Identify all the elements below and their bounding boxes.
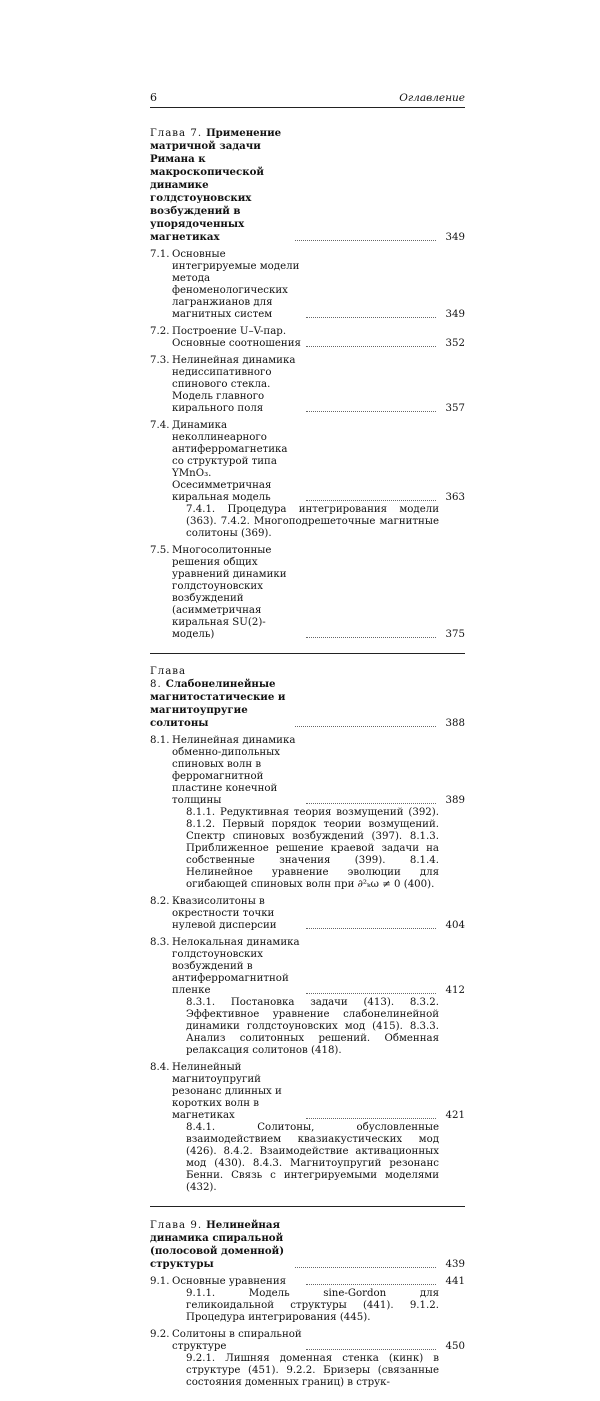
entry-page: 404 xyxy=(445,920,465,931)
entry-page: 363 xyxy=(445,492,465,503)
subsection-list: 8.1.1. Редуктивная теория возмущений (392). 8.1.2. Первый порядок теории возмущений. Спектр спиновых возбуждений (397). 8.1.3. Приближенное решение краевой задачи на собственные значения (399). 8.1.4. Нелинейное уравнение эволюции для огибающей спиновых волн при ∂²ₖω ≠ 0 (400). xyxy=(186,807,439,890)
subsection-list: 9.1.1. Модель sine-Gordon для геликоидальной структуры (441). 9.1.2. Процедура интегрирования (445). xyxy=(186,1288,439,1323)
entry-number: 7.1. xyxy=(150,249,170,260)
entry-number: 7.4. xyxy=(150,420,170,431)
leader-dots xyxy=(306,411,437,412)
entry-page: 349 xyxy=(445,309,465,320)
leader-dots xyxy=(306,803,437,804)
entry-number: 8.4. xyxy=(150,1062,170,1073)
chapter-8 xyxy=(150,666,465,1194)
toc-entry[interactable] xyxy=(150,545,465,641)
chapter-heading[interactable] xyxy=(150,666,465,730)
subsection-list: 8.3.1. Постановка задачи (413). 8.3.2. Эффективное уравнение слабонелинейной динамики голдстоуновских мод (415). 8.3.3. Анализ солитонных решений. Обменная релаксация солитонов (418). xyxy=(186,997,439,1056)
chapter-title: Применение матричной задачи Римана к макроскопической динамике голдстоуновских возбуждений в упорядоченных магнетиках xyxy=(150,127,282,243)
leader-dots xyxy=(306,637,437,638)
leader-dots xyxy=(306,317,437,318)
toc-entry[interactable] xyxy=(150,326,465,350)
toc-entry[interactable] xyxy=(150,937,465,1057)
leader-dots xyxy=(306,500,437,501)
toc-entry[interactable] xyxy=(150,896,465,932)
chapter-prefix: Глава 7. xyxy=(150,128,203,139)
entry-page: 450 xyxy=(445,1341,465,1352)
chapter-prefix: Глава 8. xyxy=(150,666,187,690)
entry-number: 7.5. xyxy=(150,545,170,556)
entry-text: Солитоны в спиральной структуре xyxy=(172,1329,302,1352)
toc-entry[interactable] xyxy=(150,355,465,415)
leader-dots xyxy=(306,1118,437,1119)
entry-text: Нелинейная динамика недиссипативного спинового стекла. Модель главного кирального поля xyxy=(172,355,296,414)
entry-text: Динамика неколлинеарного антиферромагнетика со структурой типа YMnO₃. Осесимметричная киральная модель xyxy=(172,420,288,503)
leader-dots xyxy=(306,1349,437,1350)
chapter-divider xyxy=(150,1206,465,1207)
chapter-prefix: Глава 9. xyxy=(150,1220,203,1231)
toc-entry[interactable] xyxy=(150,735,465,891)
entry-text: Основные уравнения xyxy=(172,1276,287,1287)
chapter-page: 349 xyxy=(445,232,465,243)
leader-dots xyxy=(306,346,437,347)
toc-entry[interactable] xyxy=(150,249,465,321)
entry-page: 412 xyxy=(445,985,465,996)
chapter-title: Нелинейная динамика спиральной (полосовой доменной) структуры xyxy=(150,1219,285,1270)
leader-dots xyxy=(295,726,437,727)
subsection-list: 9.2.1. Лишняя доменная стенка (кинк) в структуре (451). 9.2.2. Бризеры (связанные состояния доменных границ) в струк- xyxy=(186,1353,439,1388)
chapter-9 xyxy=(150,1219,465,1389)
entry-page: 441 xyxy=(445,1276,465,1287)
entry-number: 8.3. xyxy=(150,937,170,948)
entry-number: 9.1. xyxy=(150,1276,170,1287)
leader-dots xyxy=(306,928,437,929)
entry-number: 9.2. xyxy=(150,1329,170,1340)
chapter-page: 439 xyxy=(445,1259,465,1270)
chapter-heading[interactable] xyxy=(150,127,465,244)
entry-page: 389 xyxy=(445,795,465,806)
subsection-list: 7.4.1. Процедура интегрирования модели (363). 7.4.2. Многоподрешеточные магнитные солитоны (369). xyxy=(186,504,439,539)
entry-number: 8.2. xyxy=(150,896,170,907)
entry-text: Квазисолитоны в окрестности точки нулевой дисперсии xyxy=(172,896,277,931)
leader-dots xyxy=(295,240,437,241)
chapter-title: Слабонелинейные магнитостатические и магнитоупругие солитоны xyxy=(150,678,286,729)
running-head: Оглавление xyxy=(399,92,465,104)
entry-text: Построение U–V-пар. Основные соотношения xyxy=(172,326,301,349)
subsection-list: 8.4.1. Солитоны, обусловленные взаимодействием квазиакустических мод (426). 8.4.2. Взаимодействие активационных мод (430). 8.4.3. Магнитоупругий резонанс Бенни. Связь с интегрируемыми моделями (432). xyxy=(186,1122,439,1193)
entry-page: 375 xyxy=(445,629,465,640)
page-header xyxy=(150,92,465,106)
header-rule xyxy=(150,107,465,108)
toc-entry[interactable] xyxy=(150,1329,465,1389)
chapter-7 xyxy=(150,127,465,641)
entry-text: Нелокальная динамика голдстоуновских возбуждений в антиферромагнитной пленке xyxy=(172,937,300,996)
entry-number: 7.3. xyxy=(150,355,170,366)
chapter-divider xyxy=(150,653,465,654)
leader-dots xyxy=(306,993,437,994)
entry-text: Основные интегрируемые модели метода феноменологических лагранжианов для магнитных систем xyxy=(172,249,300,320)
leader-dots xyxy=(306,1284,437,1285)
page-number: 6 xyxy=(150,91,157,104)
entry-number: 7.2. xyxy=(150,326,170,337)
toc-entry[interactable] xyxy=(150,1276,465,1324)
entry-page: 357 xyxy=(445,403,465,414)
entry-page: 352 xyxy=(445,338,465,349)
toc-entry[interactable] xyxy=(150,1062,465,1194)
leader-dots xyxy=(295,1267,437,1268)
entry-text: Нелинейный магнитоупругий резонанс длинных и коротких волн в магнетиках xyxy=(172,1062,282,1121)
entry-number: 8.1. xyxy=(150,735,170,746)
chapter-heading[interactable] xyxy=(150,1219,465,1271)
toc-entry[interactable] xyxy=(150,420,465,540)
entry-text: Нелинейная динамика обменно-дипольных спиновых волн в ферромагнитной пластине конечной толщины xyxy=(172,735,296,806)
table-of-contents xyxy=(150,127,465,1401)
entry-page: 421 xyxy=(445,1110,465,1121)
entry-text: Многосолитонные решения общих уравнений динамики голдстоуновских возбуждений (асимметричная киральная SU(2)-модель) xyxy=(172,545,287,640)
chapter-page: 388 xyxy=(445,718,465,729)
